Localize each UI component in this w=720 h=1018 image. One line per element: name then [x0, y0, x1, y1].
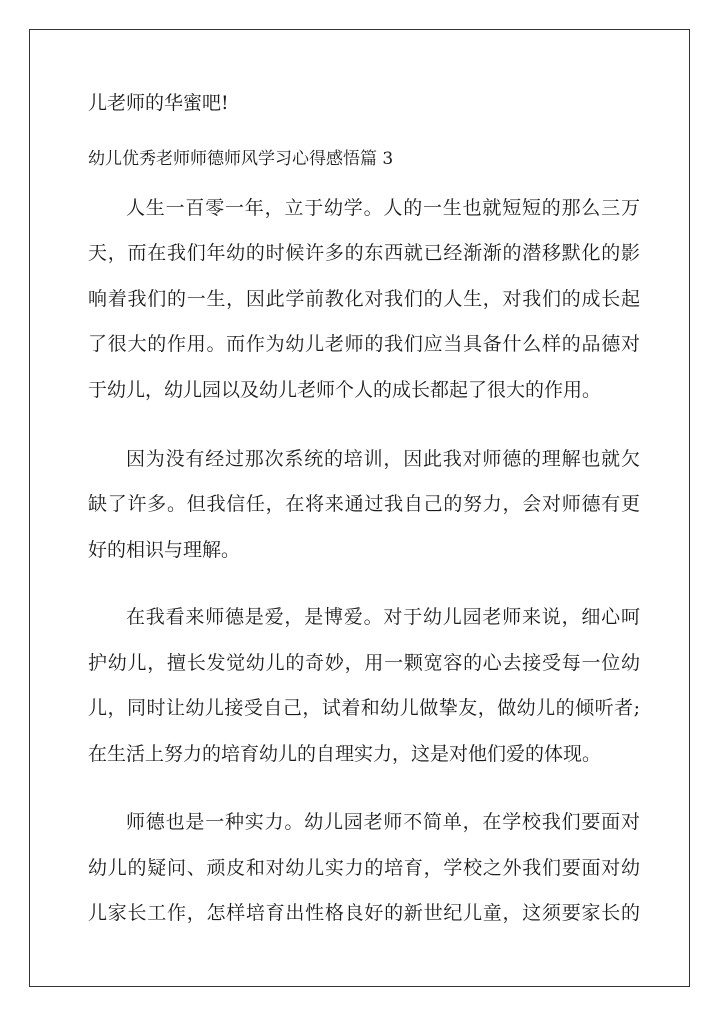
paragraph-line: 缺了许多。但我信任，在将来通过我自己的努力，会对师德有更	[88, 493, 640, 515]
paragraph-line: 人生一百零一年，立于幼学。人的一生也就短短的那么三万	[126, 197, 640, 219]
paragraph-line: 天，而在我们年幼的时候许多的东西就已经渐渐的潜移默化的影	[88, 242, 640, 264]
paragraph-line: 幼儿的疑问、顽皮和对幼儿实力的培育，学校之外我们要面对幼	[88, 857, 640, 879]
paragraph-line: 在我看来师德是爱，是博爱。对于幼儿园老师来说，细心呵	[126, 606, 640, 628]
paragraph-line: 师德也是一种实力。幼儿园老师不简单，在学校我们要面对	[126, 811, 640, 833]
paragraph-line: 了很大的作用。而作为幼儿老师的我们应当具备什么样的品德对	[88, 333, 640, 355]
paragraph-line: 护幼儿，擅长发觉幼儿的奇妙，用一颗宽容的心去接受每一位幼	[88, 652, 640, 674]
paragraph-line: 于幼儿，幼儿园以及幼儿老师个人的成长都起了很大的作用。	[88, 379, 602, 401]
text-line: 儿老师的华蜜吧!	[88, 92, 229, 114]
paragraph-line: 好的相识与理解。	[88, 539, 241, 561]
paragraph-line: 儿，同时让幼儿接受自己，试着和幼儿做挚友，做幼儿的倾听者;	[88, 697, 640, 719]
section-heading: 幼儿优秀老师师德师风学习心得感悟篇 3	[88, 149, 394, 169]
paragraph-line: 儿家长工作，怎样培育出性格良好的新世纪儿童，这须要家长的	[88, 902, 640, 924]
paragraph-line: 响着我们的一生，因此学前教化对我们的人生，对我们的成长起	[88, 288, 640, 310]
paragraph-line: 因为没有经过那次系统的培训，因此我对师德的理解也就欠	[126, 448, 640, 470]
paragraph-line: 在生活上努力的培育幼儿的自理实力，这是对他们爱的体现。	[88, 743, 602, 765]
